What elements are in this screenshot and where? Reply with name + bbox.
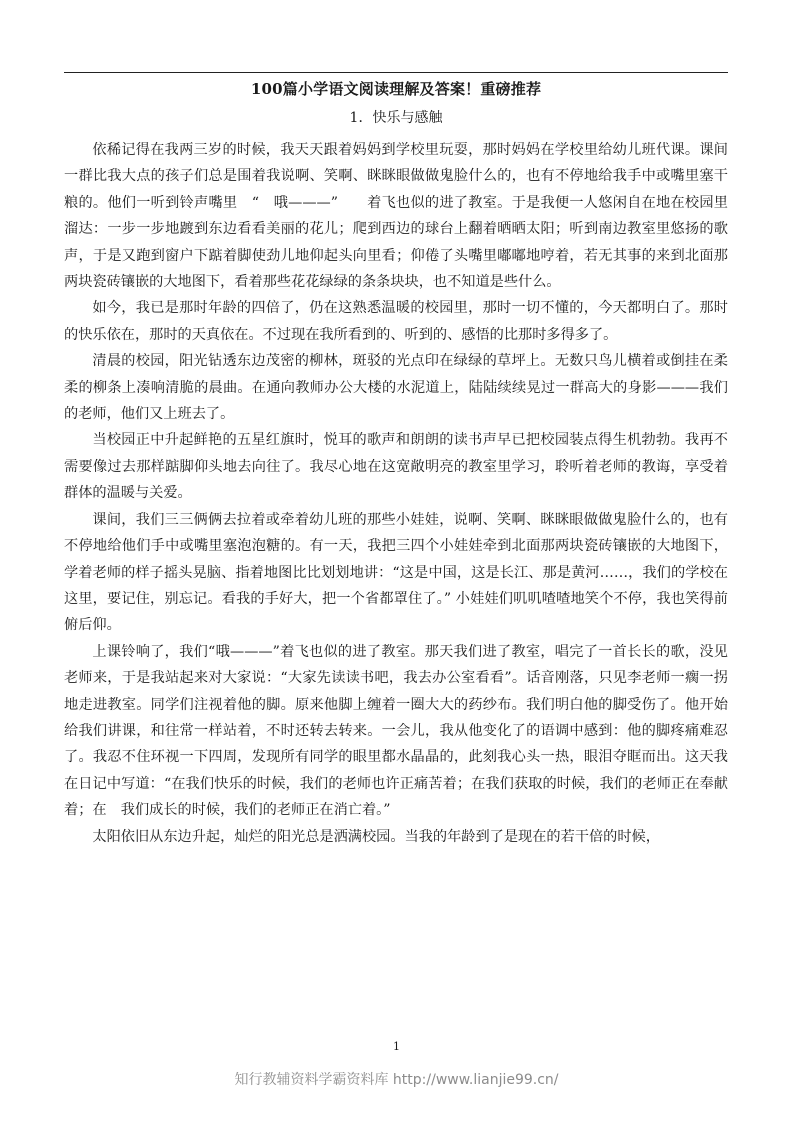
- document-title: 100篇小学语文阅读理解及答案！重磅推荐: [250, 80, 542, 98]
- section-title: 1．快乐与感触: [349, 110, 443, 126]
- paragraph: 依稀记得在我两三岁的时候，我天天跟着妈妈到学校里玩耍，那时妈妈在学校里给幼儿班代课。课间一群比我大点的孩子们总是围着我说啊、笑啊、眯眯眼做做鬼脸什么的，也有不停地给我手中或嘴里塞干粮的。他们一听到铃声嘴里 “ 哦———” 着飞也似的进了教室。于是我便一人悠闲自在地在校园里溜达：一步一步地踱到东边看看美丽的花儿；爬到西边的球台上翻着晒晒太阳；听到南边教室里悠扬的歌声，于是又跑到窗户下踮着脚使劲儿地仰起头向里看；仰倦了头嘴里嘟嘟地哼着，若无其事的来到北面那两块瓷砖镶嵌的大地图下，看着那些花花绿绿的条条块块，也不知道是些什么。: [64, 142, 728, 291]
- paragraph: 太阳依旧从东边升起，灿烂的阳光总是洒满校园。当我的年龄到了是现在的若干倍的时候，: [92, 828, 660, 845]
- paragraph: 课间，我们三三俩俩去拉着或牵着幼儿班的那些小娃娃，说啊、笑啊、眯眯眼做做鬼脸什么的，也有不停地给他们手中或嘴里塞泡泡糖的。有一天，我把三四个小娃娃牵到北面那两块瓷砖镶嵌的大地图下，学着老师的样子摇头晃脑、指着地图比比划划地讲：“这是中国，这是长江、那是黄河……，我们的学校在这里，要记住，别忘记。看我的手好大，把一个省都罩住了。” 小娃娃们叽叽喳喳地笑个不停，我也笑得前俯后仰。: [64, 511, 728, 634]
- header-rule: [64, 72, 728, 73]
- paragraph: 清晨的校园，阳光钻透东边茂密的柳林，斑驳的光点印在绿绿的草坪上。无数只鸟儿横着或倒挂在柔柔的柳条上凑响清脆的晨曲。在通向教师办公大楼的水泥道上，陆陆续续晃过一群高大的身影———我们的老师，他们又上班去了。: [64, 353, 728, 423]
- article-body: [64, 137, 728, 850]
- paragraph: 当校园正中升起鲜艳的五星红旗时，悦耳的歌声和朗朗的读书声早已把校园装点得生机勃勃。我再不需要像过去那样踮脚仰头地去向往了。我尽心地在这宽敞明亮的教室里学习，聆听着老师的教诲，享受着群体的温暖与关爱。: [64, 432, 728, 502]
- footer-watermark: 知行教辅资料学霸资料库 http://www.lianjie99.cn/: [234, 1072, 559, 1088]
- paragraph: 如今，我已是那时年龄的四倍了，仍在这熟悉温暖的校园里，那时一切不懂的，今天都明白了。那时的快乐依在，那时的天真依在。不过现在我所看到的、听到的、感悟的比那时多得多了。: [64, 300, 728, 343]
- paragraph: 上课铃响了，我们“哦———”着飞也似的进了教室。那天我们进了教室，唱完了一首长长的歌，没见老师来，于是我站起来对大家说：“大家先读读书吧，我去办公室看看”。话音刚落，只见李老师一瘸一拐地走进教室。同学们注视着他的脚。原来他脚上缠着一圈大大的药纱布。我们明白他的脚受伤了。他开始给我们讲课，和往常一样站着，不时还转去转来。一会儿，我从他变化了的语调中感到：他的脚疼痛难忍了。我忍不住环视一下四周，发现所有同学的眼里都水晶晶的，此刻我心头一热，眼泪夺眶而出。这天我在日记中写道：“在我们快乐的时候，我们的老师也许正痛苦着；在我们获取的时候，我们的老师正在奉献着；在 我们成长的时候，我们的老师正在消亡着。”: [64, 643, 728, 819]
- page-number: 1: [393, 1040, 400, 1053]
